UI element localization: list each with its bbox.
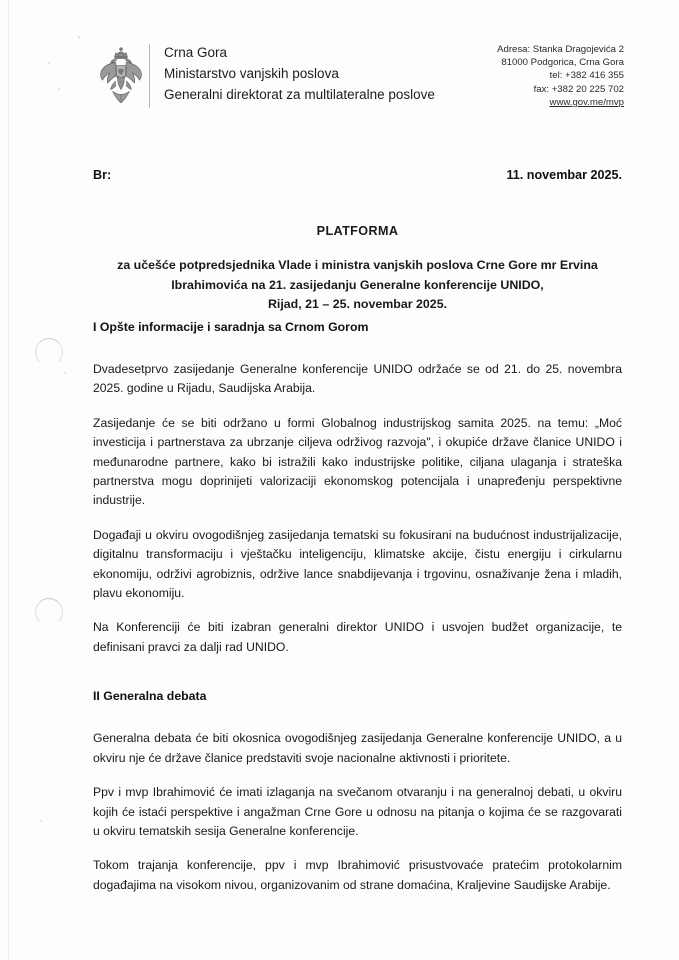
- scan-speck: [58, 88, 60, 90]
- reference-number-label: Br:: [93, 168, 112, 182]
- letterhead: [93, 42, 624, 110]
- contact-address-line1: Adresa: Stanka Dragojevića 2: [497, 44, 624, 55]
- paragraph: Na Konferenciji će biti izabran generalni direktor UNIDO i usvojen budžet organizacije, te definisani pravci za dalji rad UNIDO.: [93, 620, 622, 654]
- paragraph: Zasijedanje će se biti održano u formi Globalnog industrijskog samita 2025. na temu: „Moć investicija i partnerstava za ubrzanje ciljeva održivog razvoja", i okupiće države članice UNIDO i međunarodne partnere, kako bi istražili kako industrijske politike, ciljana ulaganja i strateška partnerstva mogu doprinijeti valorizaciji ekonomskog potencijala i unapređenju perspektivne industrije.: [93, 415, 622, 508]
- section-heading-2: II Generalna debata: [93, 689, 207, 704]
- organization-lines: [150, 42, 497, 105]
- document-subtitle: [93, 256, 622, 315]
- scan-speck: [78, 36, 80, 39]
- org-line-directorate: Generalni direktorat za multilateralne poslove: [164, 87, 435, 102]
- contact-telephone: tel: +382 416 355: [549, 70, 624, 82]
- section-heading-1: I Opšte informacije i saradnja sa Crnom Gorom: [93, 320, 369, 334]
- scan-speck: [64, 372, 66, 374]
- scan-speck: [48, 62, 50, 64]
- document-body: [93, 320, 622, 895]
- paragraph: Tokom trajanja konferencije, ppv i mvp Ibrahimović prisustvovaće pratećim protokolarnim događajima na visokom nivou, organizovanim od strane domaćina, Kraljevine Saudijske Arabije.: [93, 858, 622, 892]
- punch-hole-top: [35, 338, 63, 366]
- scan-edge-artifact: [8, 0, 9, 960]
- contact-fax: fax: +382 20 225 702: [533, 83, 624, 95]
- crest-container: [93, 42, 149, 110]
- section-general-debate: [93, 689, 622, 895]
- contact-address-line2: 81000 Podgorica, Crna Gora: [501, 57, 624, 69]
- paragraph: Generalna debata će biti okosnica ovogodišnjeg zasijedanja Generalne konferencije UNIDO, a u okviru nje će države članice predstaviti svoje nacionalne aktivnosti i prioritete.: [93, 731, 622, 765]
- punch-hole-bottom: [35, 598, 63, 626]
- scan-speck: [40, 820, 42, 822]
- org-line-country: Crna Gora: [164, 45, 228, 60]
- subtitle-line-3: Rijad, 21 – 25. novembar 2025.: [267, 297, 448, 311]
- contact-block: [497, 42, 624, 109]
- paragraph: Dvadesetprvo zasijedanje Generalne konferencije UNIDO održaće se od 21. do 25. novembra 2025. godine u Rijadu, Saudijska Arabija.: [93, 362, 622, 396]
- page-title: PLATFORMA: [316, 224, 399, 238]
- org-line-ministry: Ministarstvo vanjskih poslova: [164, 66, 339, 81]
- montenegro-coat-of-arms-icon: [95, 44, 147, 110]
- contact-website-link[interactable]: www.gov.me/mvp: [549, 96, 624, 108]
- paragraph: Događaji u okviru ovogodišnjeg zasijedanja tematski su fokusirani na budućnost industrijalizacije, digitalnu transformaciju i vještačku inteligenciju, klimatske akcije, čistu energiju i cirkularnu ekonomiju, održivi agrobiznis, održive lance snabdijevanja i trgovinu, osnaživanje žena i mladih, plavu ekonomiju.: [93, 527, 622, 601]
- paragraph: Ppv i mvp Ibrahimović će imati izlaganja na svečanom otvaranju i na generalnoj debati, u okviru kojih će istaći perspektive i angažman Crne Gore u odnosu na pitanja o kojima će se razgovarati u okviru tematskih sesija Generalne konferencije.: [93, 785, 622, 838]
- title-block: [93, 224, 622, 315]
- subtitle-line-2: Ibrahimovića na 21. zasijedanju Generalne konferencije UNIDO,: [171, 277, 544, 292]
- reference-row: [93, 168, 622, 182]
- section-general-information: [93, 320, 622, 657]
- document-date: 11. novembar 2025.: [506, 168, 622, 182]
- subtitle-line-1: za učešće potpredsjednika Vlade i ministra vanjskih poslova Crne Gore mr Ervina: [117, 258, 598, 272]
